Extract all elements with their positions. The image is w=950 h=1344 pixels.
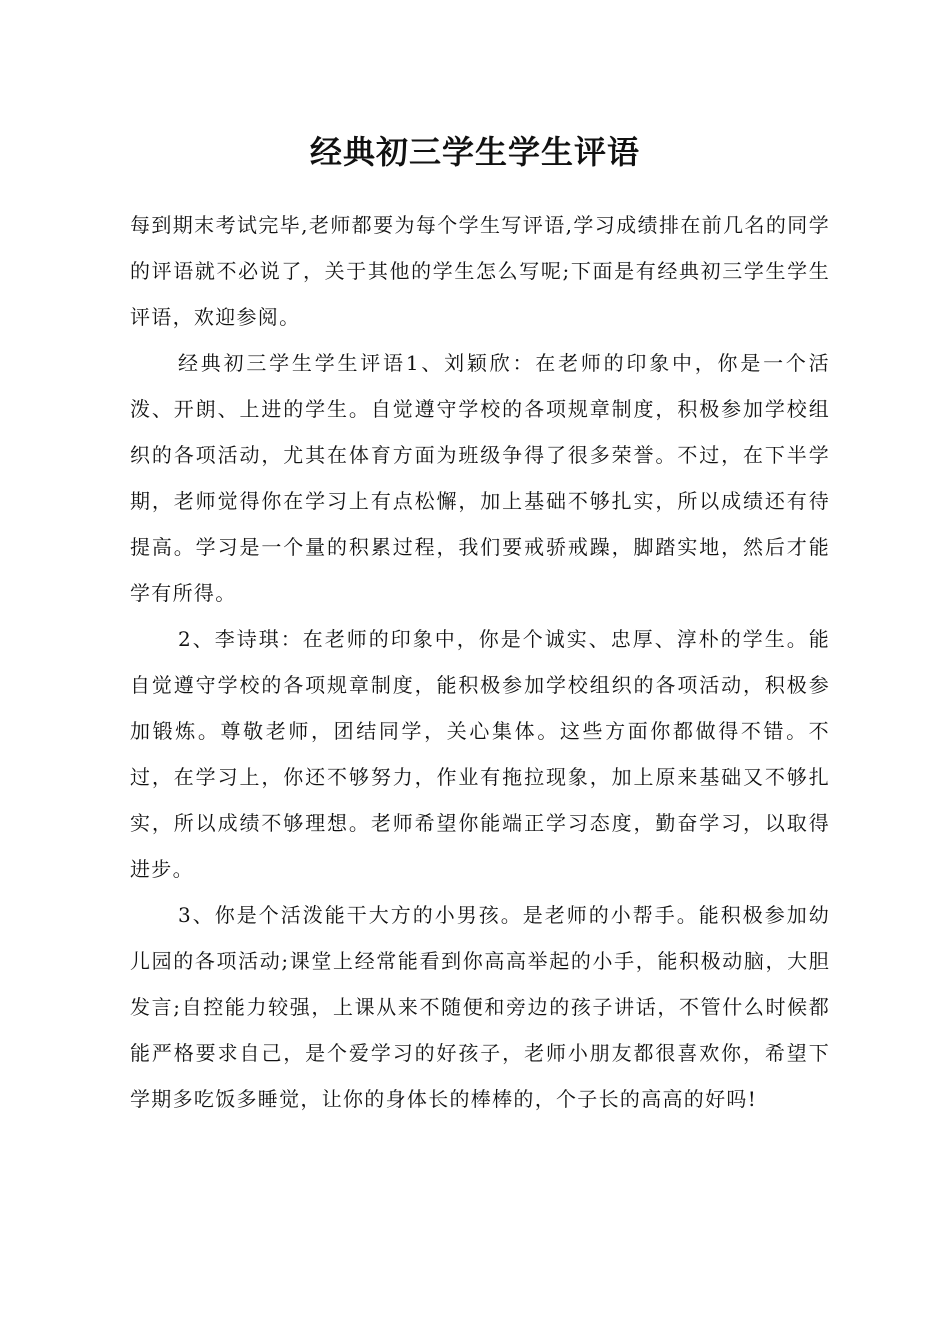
document-title: 经典初三学生学生评语 xyxy=(309,133,640,171)
comment-paragraph-2: 2、李诗琪：在老师的印象中，你是个诚实、忠厚、淳朴的学生。能自觉遵守学校的各项规章制度，能积极参加学校组织的各项活动，积极参加锻炼。尊敬老师，团结同学，关心集体。这些方面你都做得不错。不过，在学习上，你还不够努力，作业有拖拉现象，加上原来基础又不够扎实，所以成绩不够理想。老师希望你能端正学习态度，勤奋学习，以取得进步。 xyxy=(130,627,830,881)
intro-paragraph: 每到期末考试完毕,老师都要为每个学生写评语,学习成绩排在前几名的同学的评语就不必说了，关于其他的学生怎么写呢;下面是有经典初三学生学生评语，欢迎参阅。 xyxy=(130,213,830,329)
document-body xyxy=(130,202,830,1122)
comment-paragraph-1: 经典初三学生学生评语1、刘颖欣：在老师的印象中，你是一个活泼、开朗、上进的学生。自觉遵守学校的各项规章制度，积极参加学校组织的各项活动，尤其在体育方面为班级争得了很多荣誉。不过，在下半学期，老师觉得你在学习上有点松懈，加上基础不够扎实，所以成绩还有待提高。学习是一个量的积累过程，我们要戒骄戒躁，脚踏实地，然后才能学有所得。 xyxy=(130,351,830,605)
comment-paragraph-3: 3、你是个活泼能干大方的小男孩。是老师的小帮手。能积极参加幼儿园的各项活动;课堂上经常能看到你高高举起的小手，能积极动脑，大胆发言;自控能力较强，上课从来不随便和旁边的孩子讲话，不管什么时候都能严格要求自己，是个爱学习的好孩子，老师小朋友都很喜欢你，希望下学期多吃饭多睡觉，让你的身体长的棒棒的，个子长的高高的好吗! xyxy=(130,903,830,1111)
